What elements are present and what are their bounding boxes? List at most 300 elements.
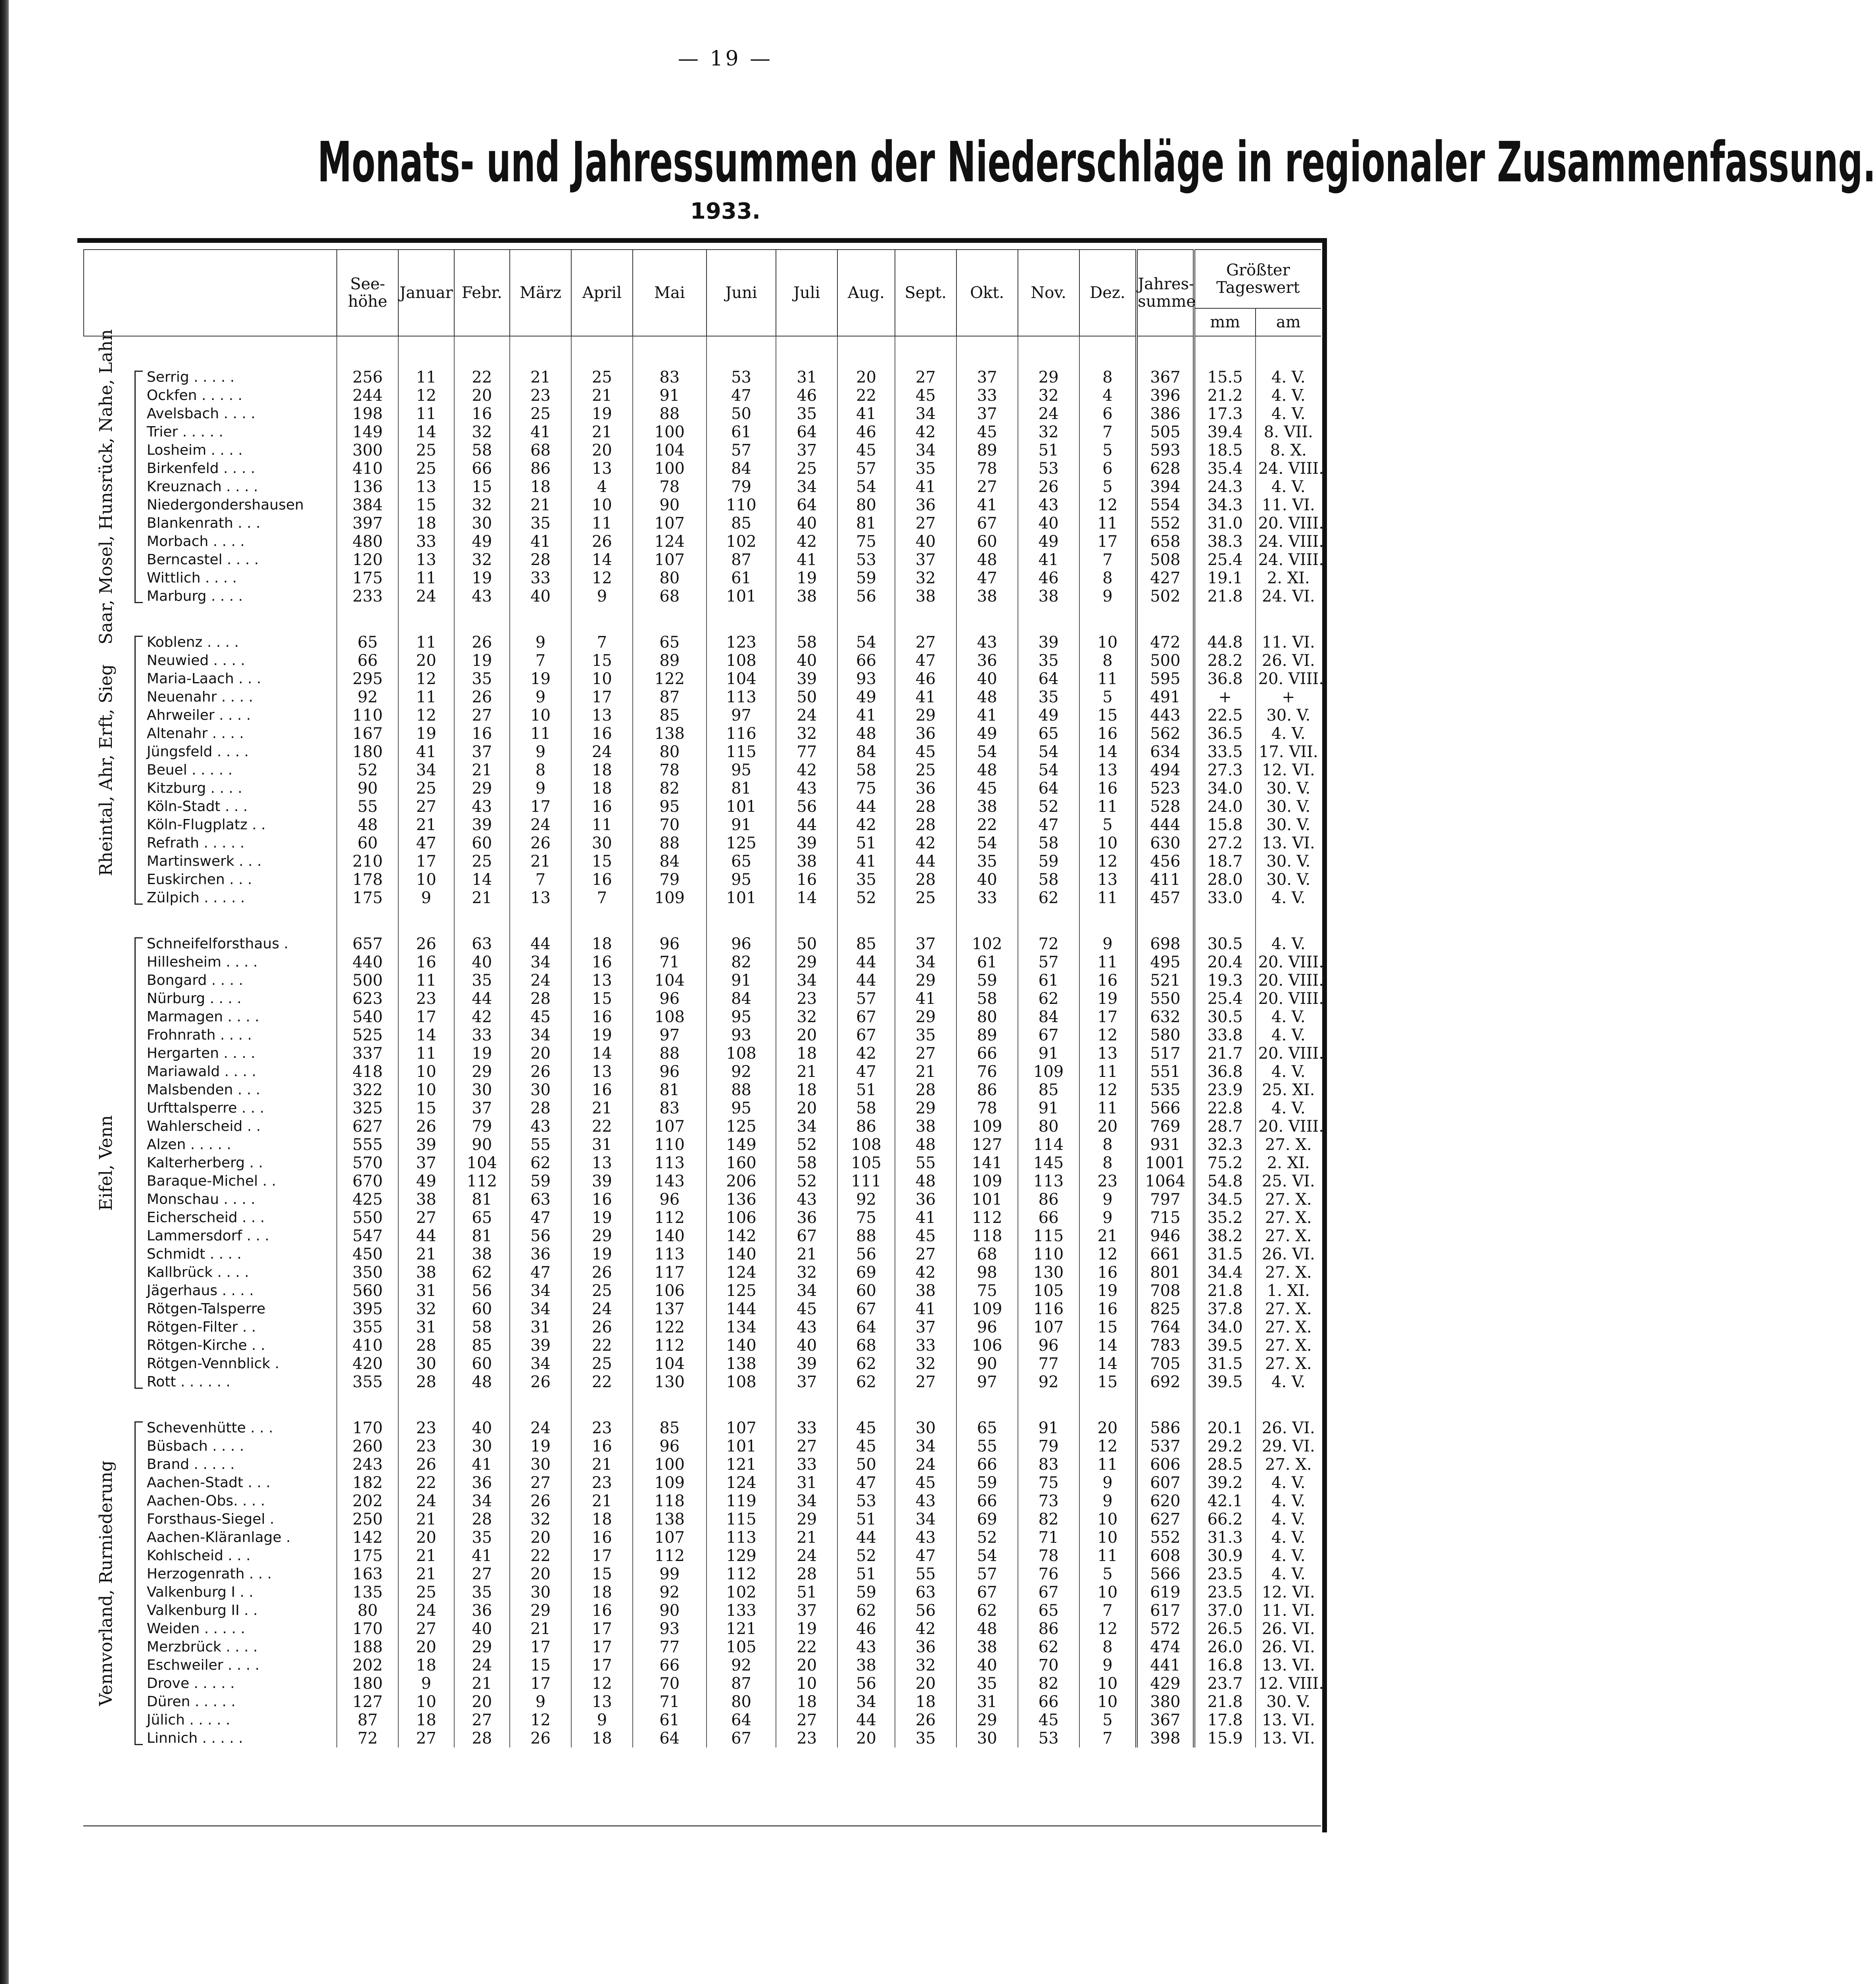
- month-value: 89: [633, 652, 707, 670]
- month-value: 21: [510, 496, 571, 514]
- month-value: 12: [398, 706, 454, 725]
- month-value: 9: [1079, 587, 1137, 606]
- max-daily-date: 24. VIII.: [1256, 551, 1321, 569]
- month-value: 70: [633, 816, 707, 834]
- month-value: 10: [398, 1693, 454, 1711]
- month-value: 90: [454, 1136, 510, 1154]
- month-value: 43: [837, 1638, 895, 1656]
- month-value: 20: [454, 1693, 510, 1711]
- month-value: 48: [895, 1172, 956, 1190]
- month-value: 31: [398, 1318, 454, 1336]
- month-value: 26: [454, 688, 510, 706]
- month-value: 22: [454, 368, 510, 386]
- month-value: 77: [1018, 1355, 1079, 1373]
- month-value: 45: [895, 1227, 956, 1245]
- month-value: 83: [633, 368, 707, 386]
- month-value: 59: [837, 569, 895, 587]
- month-value: 45: [837, 441, 895, 459]
- month-value: 66: [956, 1455, 1018, 1474]
- month-value: 118: [956, 1227, 1018, 1245]
- month-value: 80: [707, 1693, 776, 1711]
- month-value: 81: [707, 779, 776, 798]
- month-value: 13: [571, 706, 633, 725]
- max-daily-date: 4. V.: [1256, 1528, 1321, 1547]
- month-value: 115: [1018, 1227, 1079, 1245]
- month-value: 64: [776, 496, 837, 514]
- month-value: 11: [1079, 670, 1137, 688]
- month-value: 80: [633, 743, 707, 761]
- spacer-cell: [776, 606, 837, 633]
- month-value: 15: [398, 1099, 454, 1117]
- month-value: 23: [776, 990, 837, 1008]
- month-value: 19: [510, 1437, 571, 1455]
- month-value: 45: [956, 779, 1018, 798]
- spacer-cell: [145, 606, 337, 633]
- month-value: 43: [956, 633, 1018, 652]
- station-name: Schneifelforsthaus .: [146, 936, 288, 952]
- month-value: 10: [1079, 1510, 1137, 1528]
- annual-sum: 566: [1137, 1565, 1194, 1583]
- spacer-cell: [776, 336, 837, 368]
- month-value: 38: [956, 1638, 1018, 1656]
- region-bracket-cell: [129, 1419, 145, 1748]
- month-value: 20: [1079, 1419, 1137, 1437]
- month-value: 24: [895, 1455, 956, 1474]
- max-daily-mm: 34.0: [1194, 1318, 1256, 1336]
- month-value: 41: [837, 706, 895, 725]
- month-value: 18: [571, 1510, 633, 1528]
- month-value: 45: [837, 1437, 895, 1455]
- max-daily-mm: 30.9: [1194, 1547, 1256, 1565]
- annual-sum: 608: [1137, 1547, 1194, 1565]
- table-row: [84, 871, 1321, 889]
- month-value: 32: [398, 1300, 454, 1318]
- table-row: [84, 459, 1321, 478]
- table-row: [84, 1583, 1321, 1601]
- month-value: 9: [1079, 1656, 1137, 1674]
- month-value: 29: [510, 1601, 571, 1620]
- table-row: [84, 1729, 1321, 1748]
- month-value: 48: [956, 761, 1018, 779]
- max-daily-mm: 18.7: [1194, 852, 1256, 871]
- spacer-cell: [956, 336, 1018, 368]
- month-value: 13: [571, 1693, 633, 1711]
- month-value: 28: [510, 551, 571, 569]
- region-spacer: [84, 336, 1321, 368]
- month-value: 27: [895, 633, 956, 652]
- table-row: [84, 569, 1321, 587]
- month-value: 125: [707, 1282, 776, 1300]
- region-bracket: [134, 1421, 143, 1745]
- month-value: 12: [1079, 1081, 1137, 1099]
- max-daily-mm: 19.3: [1194, 971, 1256, 990]
- month-value: 75: [837, 533, 895, 551]
- month-value: 5: [1079, 441, 1137, 459]
- month-value: 125: [707, 834, 776, 852]
- page-year: 1933.: [690, 198, 761, 224]
- month-value: 28: [454, 1729, 510, 1748]
- station-name: Wittlich . . . .: [146, 570, 237, 586]
- month-value: 7: [1079, 423, 1137, 441]
- month-value: 11: [1079, 889, 1137, 907]
- month-value: 35: [454, 971, 510, 990]
- annual-sum: 398: [1137, 1729, 1194, 1748]
- seehoehe: 420: [337, 1355, 398, 1373]
- month-value: 28: [510, 1099, 571, 1117]
- month-value: 87: [707, 551, 776, 569]
- month-value: 10: [1079, 1528, 1137, 1547]
- month-value: 18: [571, 761, 633, 779]
- month-value: 138: [707, 1355, 776, 1373]
- month-value: 7: [1079, 1729, 1137, 1748]
- month-value: 36: [510, 1245, 571, 1263]
- max-daily-mm: 66.2: [1194, 1510, 1256, 1528]
- max-daily-mm: 17.8: [1194, 1711, 1256, 1729]
- spacer-cell: [895, 336, 956, 368]
- station-name: Euskirchen . . .: [146, 871, 252, 888]
- month-value: 50: [776, 935, 837, 953]
- month-value: 89: [956, 441, 1018, 459]
- month-value: 18: [571, 1729, 633, 1748]
- annual-sum: 380: [1137, 1693, 1194, 1711]
- month-value: 149: [707, 1136, 776, 1154]
- month-value: 60: [454, 1355, 510, 1373]
- month-value: 67: [776, 1227, 837, 1245]
- month-value: 43: [1018, 496, 1079, 514]
- month-value: 112: [633, 1336, 707, 1355]
- month-value: 85: [633, 706, 707, 725]
- annual-sum: 508: [1137, 551, 1194, 569]
- month-value: 40: [454, 1620, 510, 1638]
- month-value: 44: [837, 798, 895, 816]
- month-value: 100: [633, 459, 707, 478]
- month-value: 43: [510, 1117, 571, 1136]
- max-daily-mm: 35.2: [1194, 1209, 1256, 1227]
- month-value: 20: [510, 1528, 571, 1547]
- month-value: 24: [398, 1601, 454, 1620]
- month-value: 28: [510, 990, 571, 1008]
- max-daily-date: 12. VI.: [1256, 761, 1321, 779]
- spacer-cell: [707, 336, 776, 368]
- month-value: 7: [510, 871, 571, 889]
- month-value: 44: [837, 1528, 895, 1547]
- station-name: Rott . . . . . .: [146, 1374, 230, 1390]
- page-title: Monats- und Jahressummen der Niederschläge in regionaler Zusammenfassung.: [317, 130, 1876, 195]
- max-daily-date: 4. V.: [1256, 935, 1321, 953]
- seehoehe: 180: [337, 743, 398, 761]
- spacer-cell: [1256, 336, 1321, 368]
- month-value: 17: [510, 1638, 571, 1656]
- month-value: 39: [571, 1172, 633, 1190]
- seehoehe: 66: [337, 652, 398, 670]
- month-value: 64: [1018, 779, 1079, 798]
- month-value: 60: [454, 1300, 510, 1318]
- month-value: 91: [1018, 1044, 1079, 1063]
- table-row: [84, 834, 1321, 852]
- month-value: 34: [776, 1282, 837, 1300]
- spacer-cell: [510, 907, 571, 935]
- month-value: 91: [707, 816, 776, 834]
- table-frame-top: [77, 238, 1327, 243]
- month-value: 18: [776, 1693, 837, 1711]
- month-value: 25: [398, 1583, 454, 1601]
- month-value: 82: [707, 953, 776, 971]
- month-value: 19: [776, 569, 837, 587]
- month-value: 130: [633, 1373, 707, 1391]
- month-value: 38: [776, 852, 837, 871]
- table-row: [84, 1638, 1321, 1656]
- max-daily-date: 27. X.: [1256, 1300, 1321, 1318]
- month-value: 13: [398, 478, 454, 496]
- month-value: 8: [1079, 569, 1137, 587]
- seehoehe: 555: [337, 1136, 398, 1154]
- seehoehe: 127: [337, 1693, 398, 1711]
- spacer-cell: [398, 336, 454, 368]
- max-daily-date: 20. VIII.: [1256, 953, 1321, 971]
- month-value: 13: [1079, 1044, 1137, 1063]
- month-value: 8: [1079, 368, 1137, 386]
- month-value: 27: [895, 1245, 956, 1263]
- month-value: 14: [1079, 743, 1137, 761]
- month-value: 93: [633, 1620, 707, 1638]
- month-value: 27: [398, 1620, 454, 1638]
- month-value: 38: [398, 1263, 454, 1282]
- month-value: 44: [454, 990, 510, 1008]
- month-value: 7: [1079, 551, 1137, 569]
- month-value: 10: [1079, 834, 1137, 852]
- month-value: 80: [956, 1008, 1018, 1026]
- month-value: 19: [1079, 1282, 1137, 1300]
- spacer-cell: [1137, 907, 1194, 935]
- month-value: 115: [707, 743, 776, 761]
- max-daily-date: 4. V.: [1256, 1474, 1321, 1492]
- month-value: 53: [1018, 1729, 1079, 1748]
- table-row: [84, 1373, 1321, 1391]
- max-daily-mm: 32.3: [1194, 1136, 1256, 1154]
- month-value: 58: [837, 761, 895, 779]
- annual-sum: 517: [1137, 1044, 1194, 1063]
- month-value: 133: [707, 1601, 776, 1620]
- header-month: Okt.: [956, 250, 1018, 336]
- month-value: 40: [956, 871, 1018, 889]
- month-value: 9: [1079, 1209, 1137, 1227]
- month-value: 113: [707, 688, 776, 706]
- month-value: 71: [1018, 1528, 1079, 1547]
- month-value: 124: [707, 1263, 776, 1282]
- max-daily-date: 4. V.: [1256, 1547, 1321, 1565]
- seehoehe: 233: [337, 587, 398, 606]
- month-value: 58: [1018, 871, 1079, 889]
- month-value: 42: [895, 1263, 956, 1282]
- header-month: Juli: [776, 250, 837, 336]
- month-value: 21: [776, 1245, 837, 1263]
- max-daily-date: 4. V.: [1256, 1026, 1321, 1044]
- month-value: 107: [707, 1419, 776, 1437]
- month-value: 26: [398, 1117, 454, 1136]
- month-value: 28: [398, 1336, 454, 1355]
- month-value: 29: [571, 1227, 633, 1245]
- region-spacer: [84, 907, 1321, 935]
- max-daily-date: 27. X.: [1256, 1336, 1321, 1355]
- table-row: [84, 386, 1321, 405]
- month-value: 67: [956, 514, 1018, 533]
- month-value: 41: [837, 405, 895, 423]
- month-value: 90: [633, 496, 707, 514]
- month-value: 20: [510, 1044, 571, 1063]
- month-value: 54: [956, 743, 1018, 761]
- month-value: 20: [398, 1638, 454, 1656]
- month-value: 81: [837, 514, 895, 533]
- spacer-cell: [454, 606, 510, 633]
- annual-sum: 367: [1137, 368, 1194, 386]
- month-value: 67: [1018, 1026, 1079, 1044]
- month-value: 20: [571, 441, 633, 459]
- month-value: 106: [707, 1209, 776, 1227]
- month-value: 16: [1079, 1300, 1137, 1318]
- month-value: 54: [956, 1547, 1018, 1565]
- station-name: Rötgen-Vennblick .: [146, 1355, 280, 1372]
- annual-sum: 552: [1137, 1528, 1194, 1547]
- month-value: 113: [633, 1245, 707, 1263]
- station-name: Kohlscheid . . .: [146, 1548, 251, 1564]
- month-value: 9: [571, 1711, 633, 1729]
- month-value: 87: [707, 1674, 776, 1693]
- max-daily-date: 11. VI.: [1256, 633, 1321, 652]
- month-value: 30: [510, 1583, 571, 1601]
- month-value: 17: [1079, 1008, 1137, 1026]
- month-value: 84: [707, 990, 776, 1008]
- spacer-cell: [1079, 606, 1137, 633]
- table-row: [84, 688, 1321, 706]
- month-value: 27: [454, 706, 510, 725]
- header-month: März: [510, 250, 571, 336]
- table-row: [84, 706, 1321, 725]
- month-value: 60: [956, 533, 1018, 551]
- month-value: 112: [633, 1209, 707, 1227]
- month-value: 38: [1018, 587, 1079, 606]
- month-value: 63: [510, 1190, 571, 1209]
- month-value: 29: [454, 1638, 510, 1656]
- month-value: 19: [510, 670, 571, 688]
- month-value: 13: [571, 1063, 633, 1081]
- max-daily-mm: 27.3: [1194, 761, 1256, 779]
- month-value: 42: [895, 423, 956, 441]
- month-value: 21: [571, 386, 633, 405]
- month-value: 113: [633, 1154, 707, 1172]
- month-value: 38: [895, 587, 956, 606]
- spacer-cell: [1079, 1391, 1137, 1419]
- month-value: 58: [956, 990, 1018, 1008]
- spacer-cell: [454, 1391, 510, 1419]
- max-daily-date: 4. V.: [1256, 1008, 1321, 1026]
- table-row: [84, 1117, 1321, 1136]
- month-value: 61: [1018, 971, 1079, 990]
- month-value: 33: [956, 386, 1018, 405]
- month-value: 24: [776, 1547, 837, 1565]
- month-value: 35: [454, 1528, 510, 1547]
- month-value: 33: [454, 1026, 510, 1044]
- month-value: 109: [956, 1172, 1018, 1190]
- month-value: 40: [454, 1419, 510, 1437]
- month-value: 27: [398, 1729, 454, 1748]
- month-value: 112: [956, 1209, 1018, 1227]
- table-row: [84, 935, 1321, 953]
- month-value: 34: [510, 1300, 571, 1318]
- month-value: 37: [454, 1099, 510, 1117]
- month-value: 37: [895, 935, 956, 953]
- month-value: 26: [454, 633, 510, 652]
- month-value: 61: [707, 423, 776, 441]
- month-value: 11: [398, 1044, 454, 1063]
- month-value: 20: [837, 368, 895, 386]
- month-value: 76: [1018, 1565, 1079, 1583]
- month-value: 9: [1079, 935, 1137, 953]
- month-value: 41: [454, 1547, 510, 1565]
- month-value: 65: [454, 1209, 510, 1227]
- annual-sum: 705: [1137, 1355, 1194, 1373]
- month-value: 8: [1079, 1136, 1137, 1154]
- month-value: 80: [633, 569, 707, 587]
- month-value: 25: [895, 761, 956, 779]
- month-value: 140: [707, 1245, 776, 1263]
- month-value: 102: [956, 935, 1018, 953]
- month-value: 86: [956, 1081, 1018, 1099]
- month-value: 21: [454, 1674, 510, 1693]
- max-daily-mm: 31.5: [1194, 1245, 1256, 1263]
- month-value: 24: [571, 743, 633, 761]
- month-value: 34: [776, 1117, 837, 1136]
- month-value: 75: [956, 1282, 1018, 1300]
- month-value: 48: [956, 1620, 1018, 1638]
- month-value: 52: [1018, 798, 1079, 816]
- month-value: 35: [895, 459, 956, 478]
- max-daily-date: 13. VI.: [1256, 834, 1321, 852]
- station-name: Mariawald . . . .: [146, 1063, 256, 1080]
- seehoehe: 87: [337, 1711, 398, 1729]
- month-value: 22: [398, 1474, 454, 1492]
- month-value: 108: [633, 1008, 707, 1026]
- spacer-cell: [776, 907, 837, 935]
- month-value: 49: [398, 1172, 454, 1190]
- month-value: 84: [633, 852, 707, 871]
- month-value: 40: [776, 652, 837, 670]
- max-daily-mm: 15.5: [1194, 368, 1256, 386]
- month-value: 7: [571, 633, 633, 652]
- max-daily-date: 27. X.: [1256, 1227, 1321, 1245]
- month-value: 35: [895, 1729, 956, 1748]
- month-value: 12: [398, 386, 454, 405]
- month-value: 42: [895, 834, 956, 852]
- month-value: 48: [895, 1136, 956, 1154]
- seehoehe: 244: [337, 386, 398, 405]
- station-name: Neuenahr . . . .: [146, 689, 253, 705]
- month-value: 38: [895, 1117, 956, 1136]
- month-value: 19: [776, 1620, 837, 1638]
- max-daily-mm: 33.5: [1194, 743, 1256, 761]
- annual-sum: 692: [1137, 1373, 1194, 1391]
- month-value: 36: [895, 496, 956, 514]
- annual-sum: 550: [1137, 990, 1194, 1008]
- table-row: [84, 423, 1321, 441]
- month-value: 66: [454, 459, 510, 478]
- month-value: 67: [837, 1300, 895, 1318]
- month-value: 26: [510, 1492, 571, 1510]
- station-name: Forsthaus-Siegel .: [146, 1511, 275, 1527]
- max-daily-mm: 28.5: [1194, 1455, 1256, 1474]
- month-value: 9: [1079, 1190, 1137, 1209]
- month-value: 98: [956, 1263, 1018, 1282]
- table-bottom-rule: [83, 1825, 1321, 1826]
